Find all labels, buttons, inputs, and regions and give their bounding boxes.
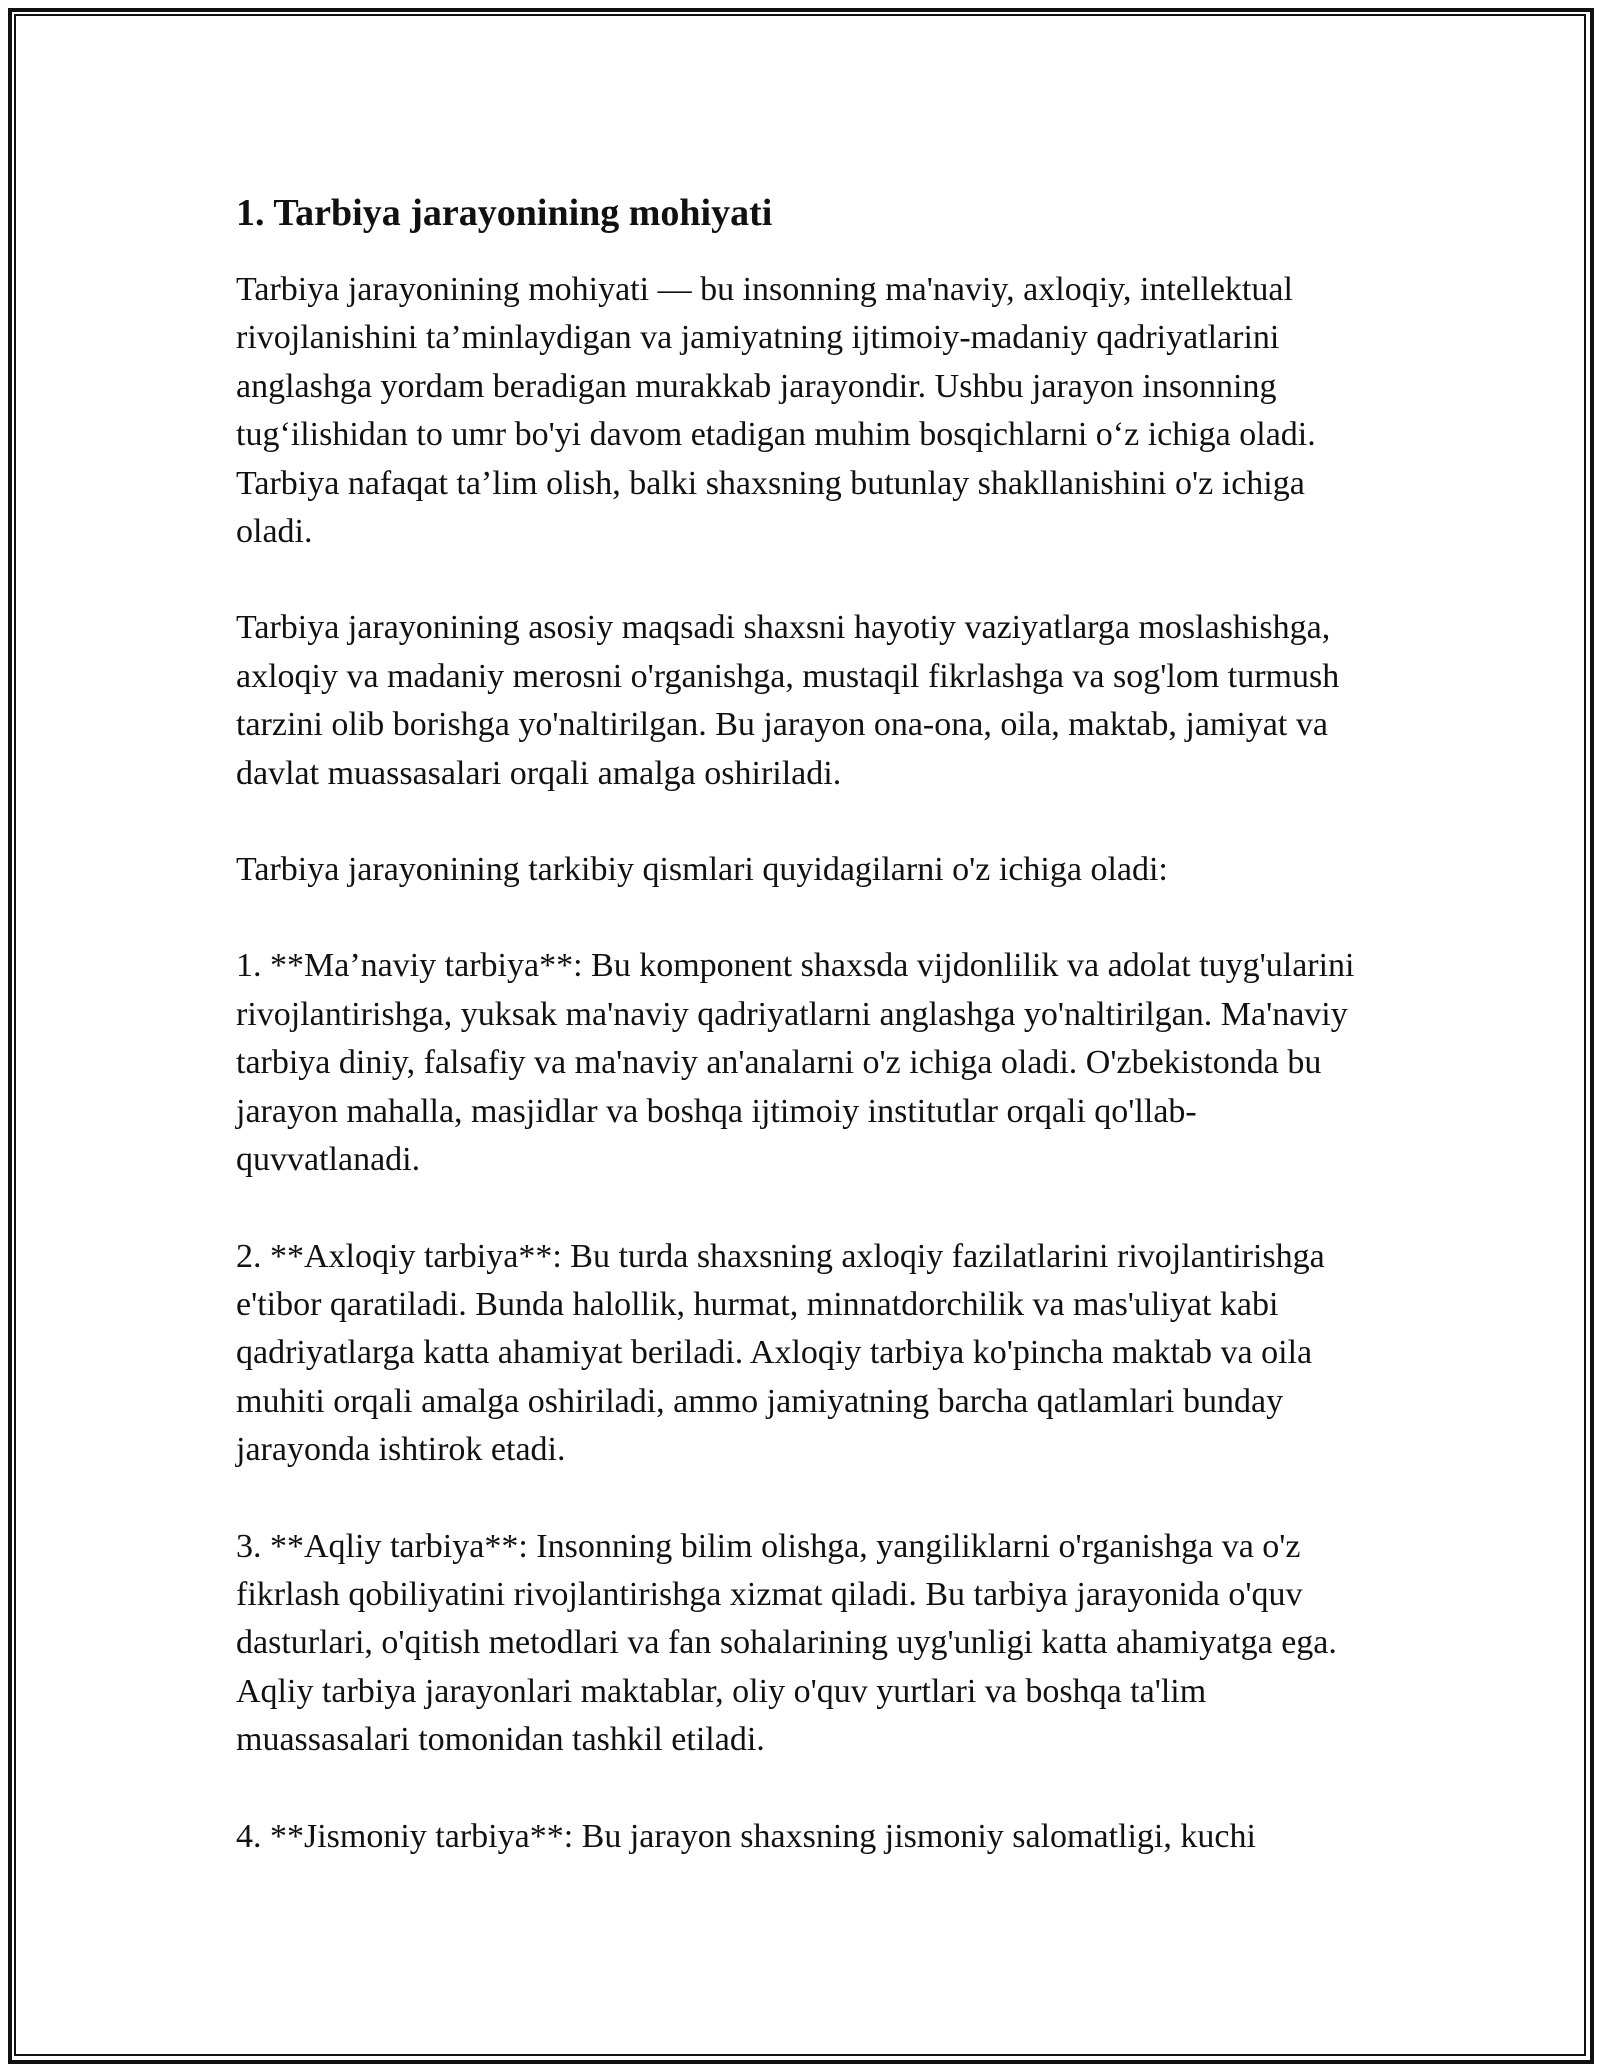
paragraph-moral-education: 2. **Axloqiy tarbiya**: Bu turda shaxsning axloqiy fazilatlarini rivojlantirishga e'tibor qaratiladi. Bunda halollik, hurmat, minnatdorchilik va mas'uliyat kabi qadriyatlarga katta ahamiyat beriladi. Axloqiy tarbiya ko'pincha maktab va oila muhiti orqali amalga oshiriladi, ammo jamiyatning barcha qatlamlari bunday jarayonda ishtirok etadi.: [236, 1237, 1325, 1469]
paragraph-spiritual-education: 1. **Ma’naviy tarbiya**: Bu komponent shaxsda vijdonlilik va adolat tuyg'ularini rivojlantirishga, yuksak ma'naviy qadriyatlarni anglashga yo'naltirilgan. Ma'naviy tarbiya diniy, falsafiy va ma'naviy an'analarni o'z ichiga oladi. O'zbekistonda bu jarayon mahalla, masjidlar va boshqa ijtimoiy institutlar orqali qo'llab-quvvatlanadi.: [236, 947, 1355, 1179]
paragraph-essence: Tarbiya jarayonining mohiyati — bu insonning ma'naviy, axloqiy, intellektual rivojlanishini ta’minlaydigan va jamiyatning ijtimoiy-madaniy qadriyatlarini anglashga yordam beradigan murakkab jarayondir. Ushbu jarayon insonning tug‘ilishidan to umr bo'yi davom etadigan muhim bosqichlarni o‘z ichiga oladi. Tarbiya nafaqat ta’lim olish, balki shaxsning butunlay shakllanishini o'z ichiga oladi.: [236, 271, 1316, 551]
paragraph-components-intro: Tarbiya jarayonining tarkibiy qismlari quyidagilarni o'z ichiga oladi:: [236, 851, 1168, 889]
paragraph-physical-education: 4. **Jismoniy tarbiya**: Bu jarayon shaxsning jismoniy salomatligi, kuchi: [236, 1817, 1256, 1855]
paragraph-intellectual-education: 3. **Aqliy tarbiya**: Insonning bilim olishga, yangiliklarni o'rganishga va o'z fikrlash qobiliyatini rivojlantirishga xizmat qiladi. Bu tarbiya jarayonida o'quv dasturlari, o'qitish metodlari va fan sohalarining uyg'unligi katta ahamiyatga ega. Aqliy tarbiya jarayonlari maktablar, oliy o'quv yurtlari va boshqa ta'lim muassasalari tomonidan tashkil etiladi.: [236, 1527, 1337, 1759]
paragraph-main-goal: Tarbiya jarayonining asosiy maqsadi shaxsni hayotiy vaziyatlarga moslashishga, axloqiy va madaniy merosni o'rganishga, mustaqil fikrlashga va sog'lom turmush tarzini olib borishga yo'naltirilgan. Bu jarayon ona-ona, oila, maktab, jamiyat va davlat muassasalari orqali amalga oshiriladi.: [236, 609, 1340, 792]
document-body: [236, 186, 1366, 1909]
section-heading: 1. Tarbiya jarayonining mohiyati: [236, 192, 773, 234]
